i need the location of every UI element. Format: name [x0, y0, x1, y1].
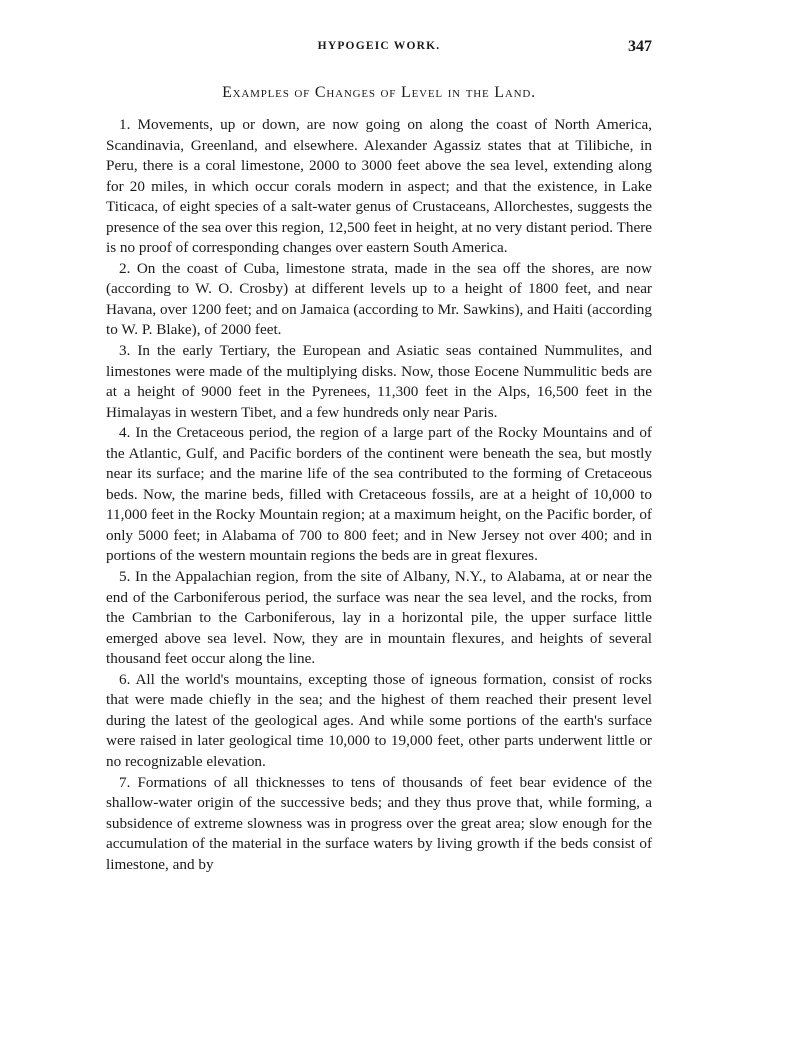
- paragraph-5: 5. In the Appalachian region, from the site of Albany, N.Y., to Alabama, at or near the end of the Carboniferous period, the surface was near the sea level, and the rocks, from the Cambrian to the Carboniferous, lay in a horizontal pile, the upper surface little emerged above sea level. Now, they are in mountain flexures, and heights of several thousand feet occur along the line.: [106, 568, 652, 668]
- paragraph-4: 4. In the Cretaceous period, the region of a large part of the Rocky Mountains and of the Atlantic, Gulf, and Pacific borders of the continent were beneath the sea, but mostly near its surface; and the marine life of the sea contributed to the forming of Cretaceous beds. Now, the marine beds, filled with Cretaceous fossils, are at a height of 10,000 to 11,000 feet in the Rocky Mountain region; at a maximum height, on the Pacific border, of only 5000 feet; in Alabama of 700 to 800 feet; and in New Jersey not over 400; and in portions of the western mountain regions the beds are in great flexures.: [106, 424, 652, 565]
- paragraph-1: 1. Movements, up or down, are now going on along the coast of North America, Scandinavia, Greenland, and elsewhere. Alexander Agassiz states that at Tilibiche, in Peru, there is a coral limestone, 2000 to 3000 feet above the sea level, extending along for 20 miles, in which occur corals modern in aspect; and that the existence, in Lake Titicaca, of eight species of a salt-water genus of Crustaceans, Allorchestes, suggests the presence of the sea over this region, 12,500 feet in height, at no very distant period. There is no proof of corresponding changes over eastern South America.: [106, 116, 652, 257]
- running-title: HYPOGEIC WORK.: [317, 40, 441, 52]
- paragraph-2: 2. On the coast of Cuba, limestone strata, made in the sea off the shores, are now (according to W. O. Crosby) at different levels up to a height of 1800 feet, and near Havana, over 1200 feet; and on Jamaica (according to Mr. Sawkins), and Haiti (according to W. P. Blake), of 2000 feet.: [106, 259, 652, 339]
- body-text: [106, 115, 652, 875]
- running-header: [106, 38, 652, 64]
- section-title: Examples of Changes of Level in the Land.: [222, 84, 536, 101]
- paragraph-7: 7. Formations of all thicknesses to tens of thousands of feet bear evidence of the shallow-water origin of the successive beds; and they thus prove that, while forming, a subsidence of extreme slowness was in progress over the great area; slow enough for the accumulation of the material in the surface waters by living growth if the beds consist of limestone, and by: [106, 773, 652, 873]
- paragraph-3: 3. In the early Tertiary, the European and Asiatic seas contained Nummulites, and limestones were made of the multiplying disks. Now, those Eocene Nummulitic beds are at a height of 9000 feet in the Pyrenees, 11,300 feet in the Alps, 16,500 feet in the Himalayas in western Tibet, and a few hundreds only near Paris.: [106, 342, 652, 421]
- book-page: [106, 38, 652, 875]
- page-number: 347: [628, 38, 652, 55]
- paragraph-6: 6. All the world's mountains, excepting those of igneous formation, consist of rocks that were made chiefly in the sea; and the highest of them reached their present level during the latest of the geological ages. And while some portions of the earth's surface were raised in later geological time 10,000 to 19,000 feet, other parts underwent little or no recognizable elevation.: [106, 670, 652, 770]
